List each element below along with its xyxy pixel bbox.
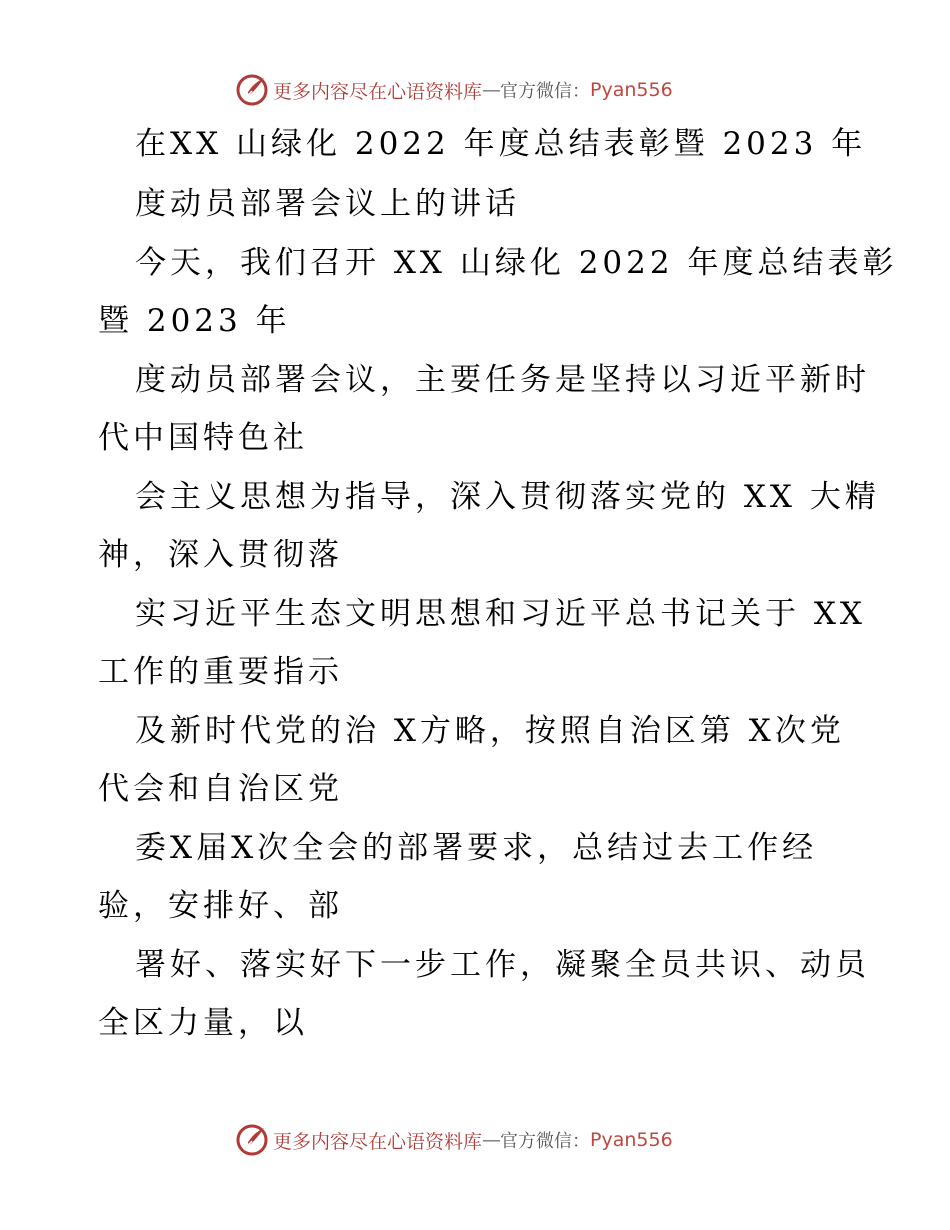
banner-sub-text: 官方微信： <box>500 81 591 102</box>
text-line: 神，深入贯彻落 <box>98 537 343 573</box>
text-line: 实习近平生态文明思想和习近平总书记关于 XX <box>135 596 866 632</box>
feather-pen-logo-icon <box>235 73 269 107</box>
text-line: 暨 2023 年 <box>98 303 291 339</box>
text-line: 验，安排好、部 <box>98 888 343 924</box>
banner-main-text: 更多内容尽在心语资料库 <box>273 80 483 103</box>
text-line: 今天，我们召开 XX 山绿化 2022 年度总结表彰 <box>135 245 898 281</box>
banner-wechat-id: Pyan556 <box>590 79 673 101</box>
header-banner <box>235 72 673 108</box>
text-line: 委X届X次全会的部署要求，总结过去工作经 <box>135 830 818 866</box>
feather-pen-logo-icon <box>235 1123 269 1157</box>
text-line: 在XX 山绿化 2022 年度总结表彰暨 2023 年 <box>135 126 867 162</box>
text-line: 代会和自治区党 <box>98 771 343 807</box>
text-line: 度动员部署会议上的讲话 <box>135 186 520 222</box>
text-line: 度动员部署会议，主要任务是坚持以习近平新时 <box>135 362 870 398</box>
text-line: 工作的重要指示 <box>98 654 343 690</box>
text-line: 全区力量，以 <box>98 1005 308 1041</box>
banner-dash: — <box>482 1129 501 1151</box>
banner-wechat-id: Pyan556 <box>590 1129 673 1151</box>
text-line: 署好、落实好下一步工作，凝聚全员共识、动员 <box>135 947 870 983</box>
banner-dash: — <box>482 79 501 101</box>
footer-banner <box>235 1122 673 1158</box>
text-line: 及新时代党的治 X方略，按照自治区第 X次党 <box>135 713 845 749</box>
text-line: 会主义思想为指导，深入贯彻落实党的 XX 大精 <box>135 479 880 515</box>
banner-main-text: 更多内容尽在心语资料库 <box>273 1130 483 1153</box>
text-line: 代中国特色社 <box>98 420 308 456</box>
banner-sub-text: 官方微信： <box>500 1131 591 1152</box>
